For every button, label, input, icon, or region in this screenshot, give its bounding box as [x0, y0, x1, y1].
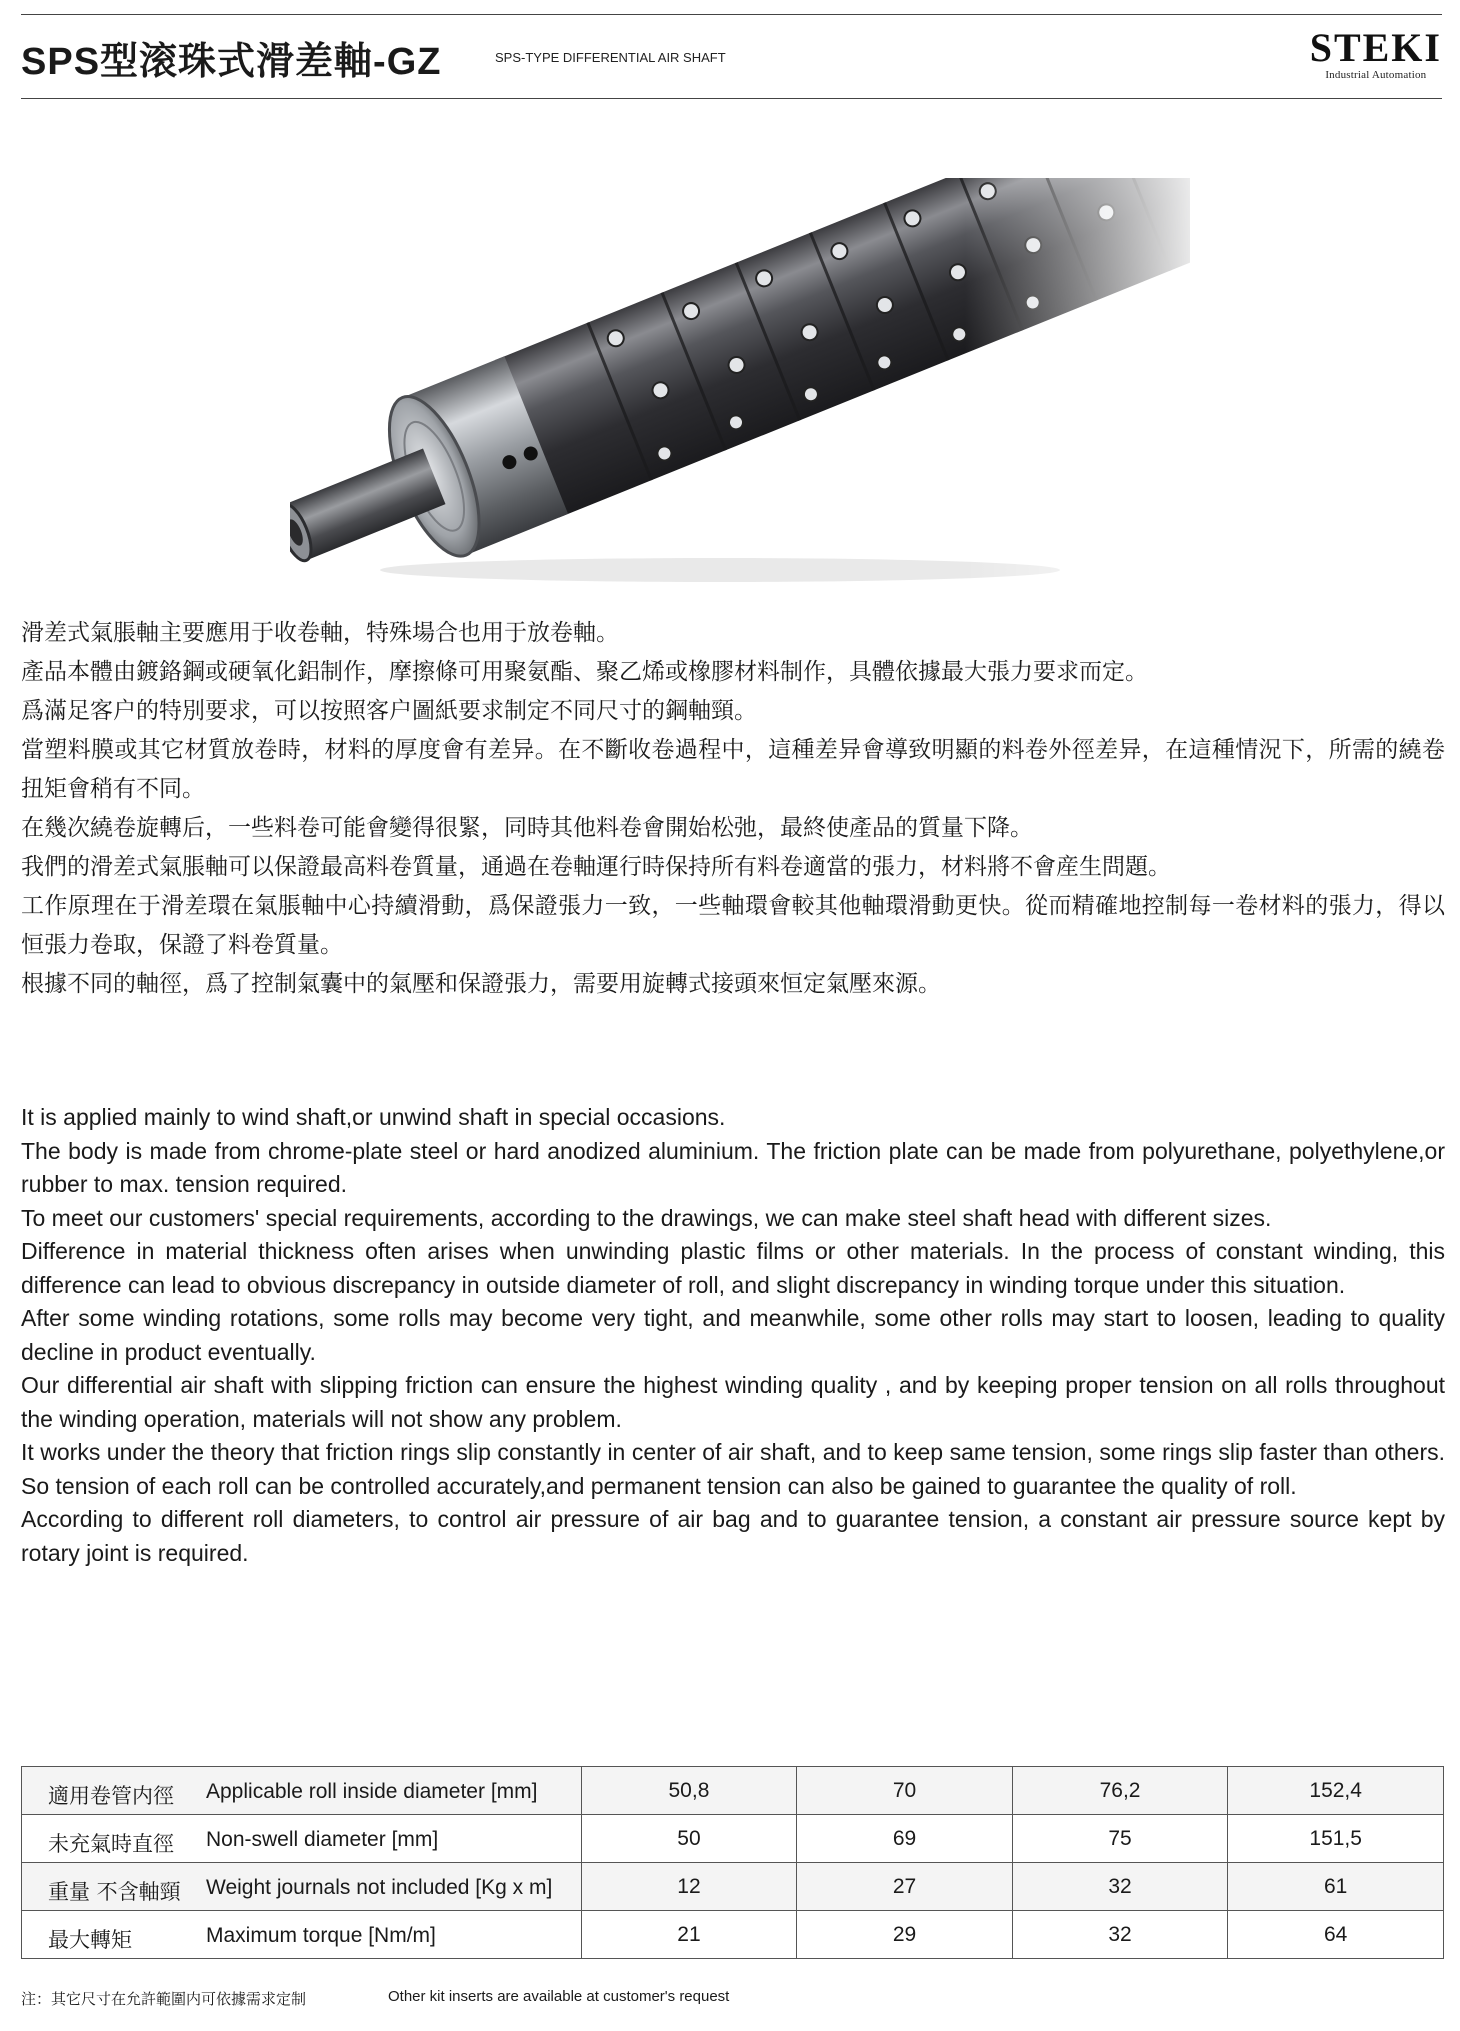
row-label-zh: 最大轉矩 [48, 1928, 132, 1952]
table-cell: 29 [797, 1911, 1013, 1959]
row-label-en: Non-swell diameter [mm] [206, 1828, 439, 1851]
page-subtitle: SPS-TYPE DIFFERENTIAL AIR SHAFT [495, 50, 726, 65]
logo-tagline: Industrial Automation [1325, 69, 1427, 81]
table-cell: 70 [797, 1767, 1013, 1815]
logo-wordmark: STEKI [1309, 25, 1442, 70]
zh-paragraph: 我們的滑差式氣脹軸可以保證最高料卷質量，通過在卷軸運行時保持所有料卷適當的張力，材料將不會産生問題。 [21, 854, 1171, 880]
row-label-zh: 重量 不含軸頸 [48, 1880, 181, 1904]
footnote [21, 1988, 730, 2009]
en-paragraph: The body is made from chrome-plate steel or hard anodized aluminium. The friction plate can be made from polyurethane, polyethylene,or rubber to max. tension required. [21, 1137, 1445, 1197]
en-paragraph: Our differential air shaft with slipping friction can ensure the highest winding quality , and by keeping proper tension on all rolls throughout the winding operation, materials will not show any problem. [21, 1372, 1445, 1432]
page-title: SPS型滚珠式滑差軸-GZ [21, 41, 442, 83]
row-label-zh: 適用卷管内徑 [48, 1784, 174, 1808]
zh-paragraph: 當塑料膜或其它材質放卷時，材料的厚度會有差异。在不斷收卷過程中，這種差异會導致明顯的料卷外徑差异，在這種情況下，所需的繞卷扭矩會稍有不同。 [21, 737, 1445, 802]
row-label-en: Maximum torque [Nm/m] [206, 1924, 436, 1947]
table-cell: 151,5 [1228, 1815, 1444, 1863]
table-cell: 32 [1012, 1911, 1228, 1959]
en-paragraph: Difference in material thickness often arises when unwinding plastic films or other materials. In the process of constant winding, this difference can lead to obvious discrepancy in outside diameter of roll, and slight discrepancy in winding torque under this situation. [21, 1238, 1445, 1298]
header-rule [21, 98, 1442, 99]
zh-paragraph: 根據不同的軸徑，爲了控制氣囊中的氣壓和保證張力，需要用旋轉式接頭來恒定氣壓來源。 [21, 971, 941, 997]
zh-paragraph: 工作原理在于滑差環在氣脹軸中心持續滑動，爲保證張力一致，一些軸環會較其他軸環滑動更快。從而精確地控制每一卷材料的張力，得以恒張力卷取，保證了料卷質量。 [21, 893, 1445, 958]
spec-table [21, 1766, 1444, 1959]
en-paragraph: According to different roll diameters, to control air pressure of air bag and to guarantee tension, a constant air pressure source kept by rotary joint is required. [21, 1506, 1445, 1566]
table-row [22, 1911, 1444, 1959]
zh-paragraph: 滑差式氣脹軸主要應用于收卷軸，特殊場合也用于放卷軸。 [21, 620, 619, 646]
table-cell: 32 [1012, 1863, 1228, 1911]
row-label-zh: 未充氣時直徑 [48, 1832, 174, 1856]
row-label [22, 1815, 582, 1863]
zh-paragraph: 在幾次繞卷旋轉后，一些料卷可能會變得很緊，同時其他料卷會開始松弛，最終使產品的質量下降。 [21, 815, 1033, 841]
table-cell: 12 [581, 1863, 797, 1911]
table-row [22, 1815, 1444, 1863]
table-cell: 75 [1012, 1815, 1228, 1863]
en-paragraph: It is applied mainly to wind shaft,or unwind shaft in special occasions. [21, 1104, 726, 1130]
footnote-zh: 注：其它尺寸在允許範圍内可依據需求定制 [21, 1990, 307, 2008]
zh-paragraph: 產品本體由鍍鉻鋼或硬氧化鋁制作，摩擦條可用聚氨酯、聚乙烯或橡膠材料制作，具體依據最大張力要求而定。 [21, 659, 1148, 685]
zh-paragraph: 爲滿足客户的特別要求，可以按照客户圖紙要求制定不同尺寸的鋼軸頸。 [21, 698, 757, 724]
table-cell: 27 [797, 1863, 1013, 1911]
row-label [22, 1911, 582, 1959]
table-cell: 69 [797, 1815, 1013, 1863]
footnote-en: Other kit inserts are available at customer's request [388, 1988, 730, 2005]
row-label-en: Applicable roll inside diameter [mm] [206, 1780, 538, 1803]
en-paragraph: It works under the theory that friction rings slip constantly in center of air shaft, and to keep same tension, some rings slip faster than others. So tension of each roll can be controlled accurately,and permanent tension can also be gained to guarantee the quality of roll. [21, 1439, 1445, 1499]
row-label-en: Weight journals not included [Kg x m] [206, 1876, 553, 1899]
en-paragraph: To meet our customers' special requirements, according to the drawings, we can make steel shaft head with different sizes. [21, 1204, 1272, 1231]
table-row [22, 1863, 1444, 1911]
chinese-description [21, 614, 1445, 1004]
table-cell: 21 [581, 1911, 797, 1959]
table-cell: 50 [581, 1815, 797, 1863]
air-shaft-photo [290, 178, 1190, 598]
table-cell: 50,8 [581, 1767, 797, 1815]
table-cell: 76,2 [1012, 1767, 1228, 1815]
top-rule [21, 14, 1442, 15]
en-paragraph: After some winding rotations, some rolls may become very tight, and meanwhile, some other rolls may start to loosen, leading to quality decline in product eventually. [21, 1305, 1445, 1365]
brand-logo [1309, 25, 1442, 81]
table-cell: 64 [1228, 1911, 1444, 1959]
row-label [22, 1767, 582, 1815]
table-cell: 61 [1228, 1863, 1444, 1911]
table-cell: 152,4 [1228, 1767, 1444, 1815]
english-description [21, 1101, 1445, 1570]
table-row [22, 1767, 1444, 1815]
row-label [22, 1863, 582, 1911]
